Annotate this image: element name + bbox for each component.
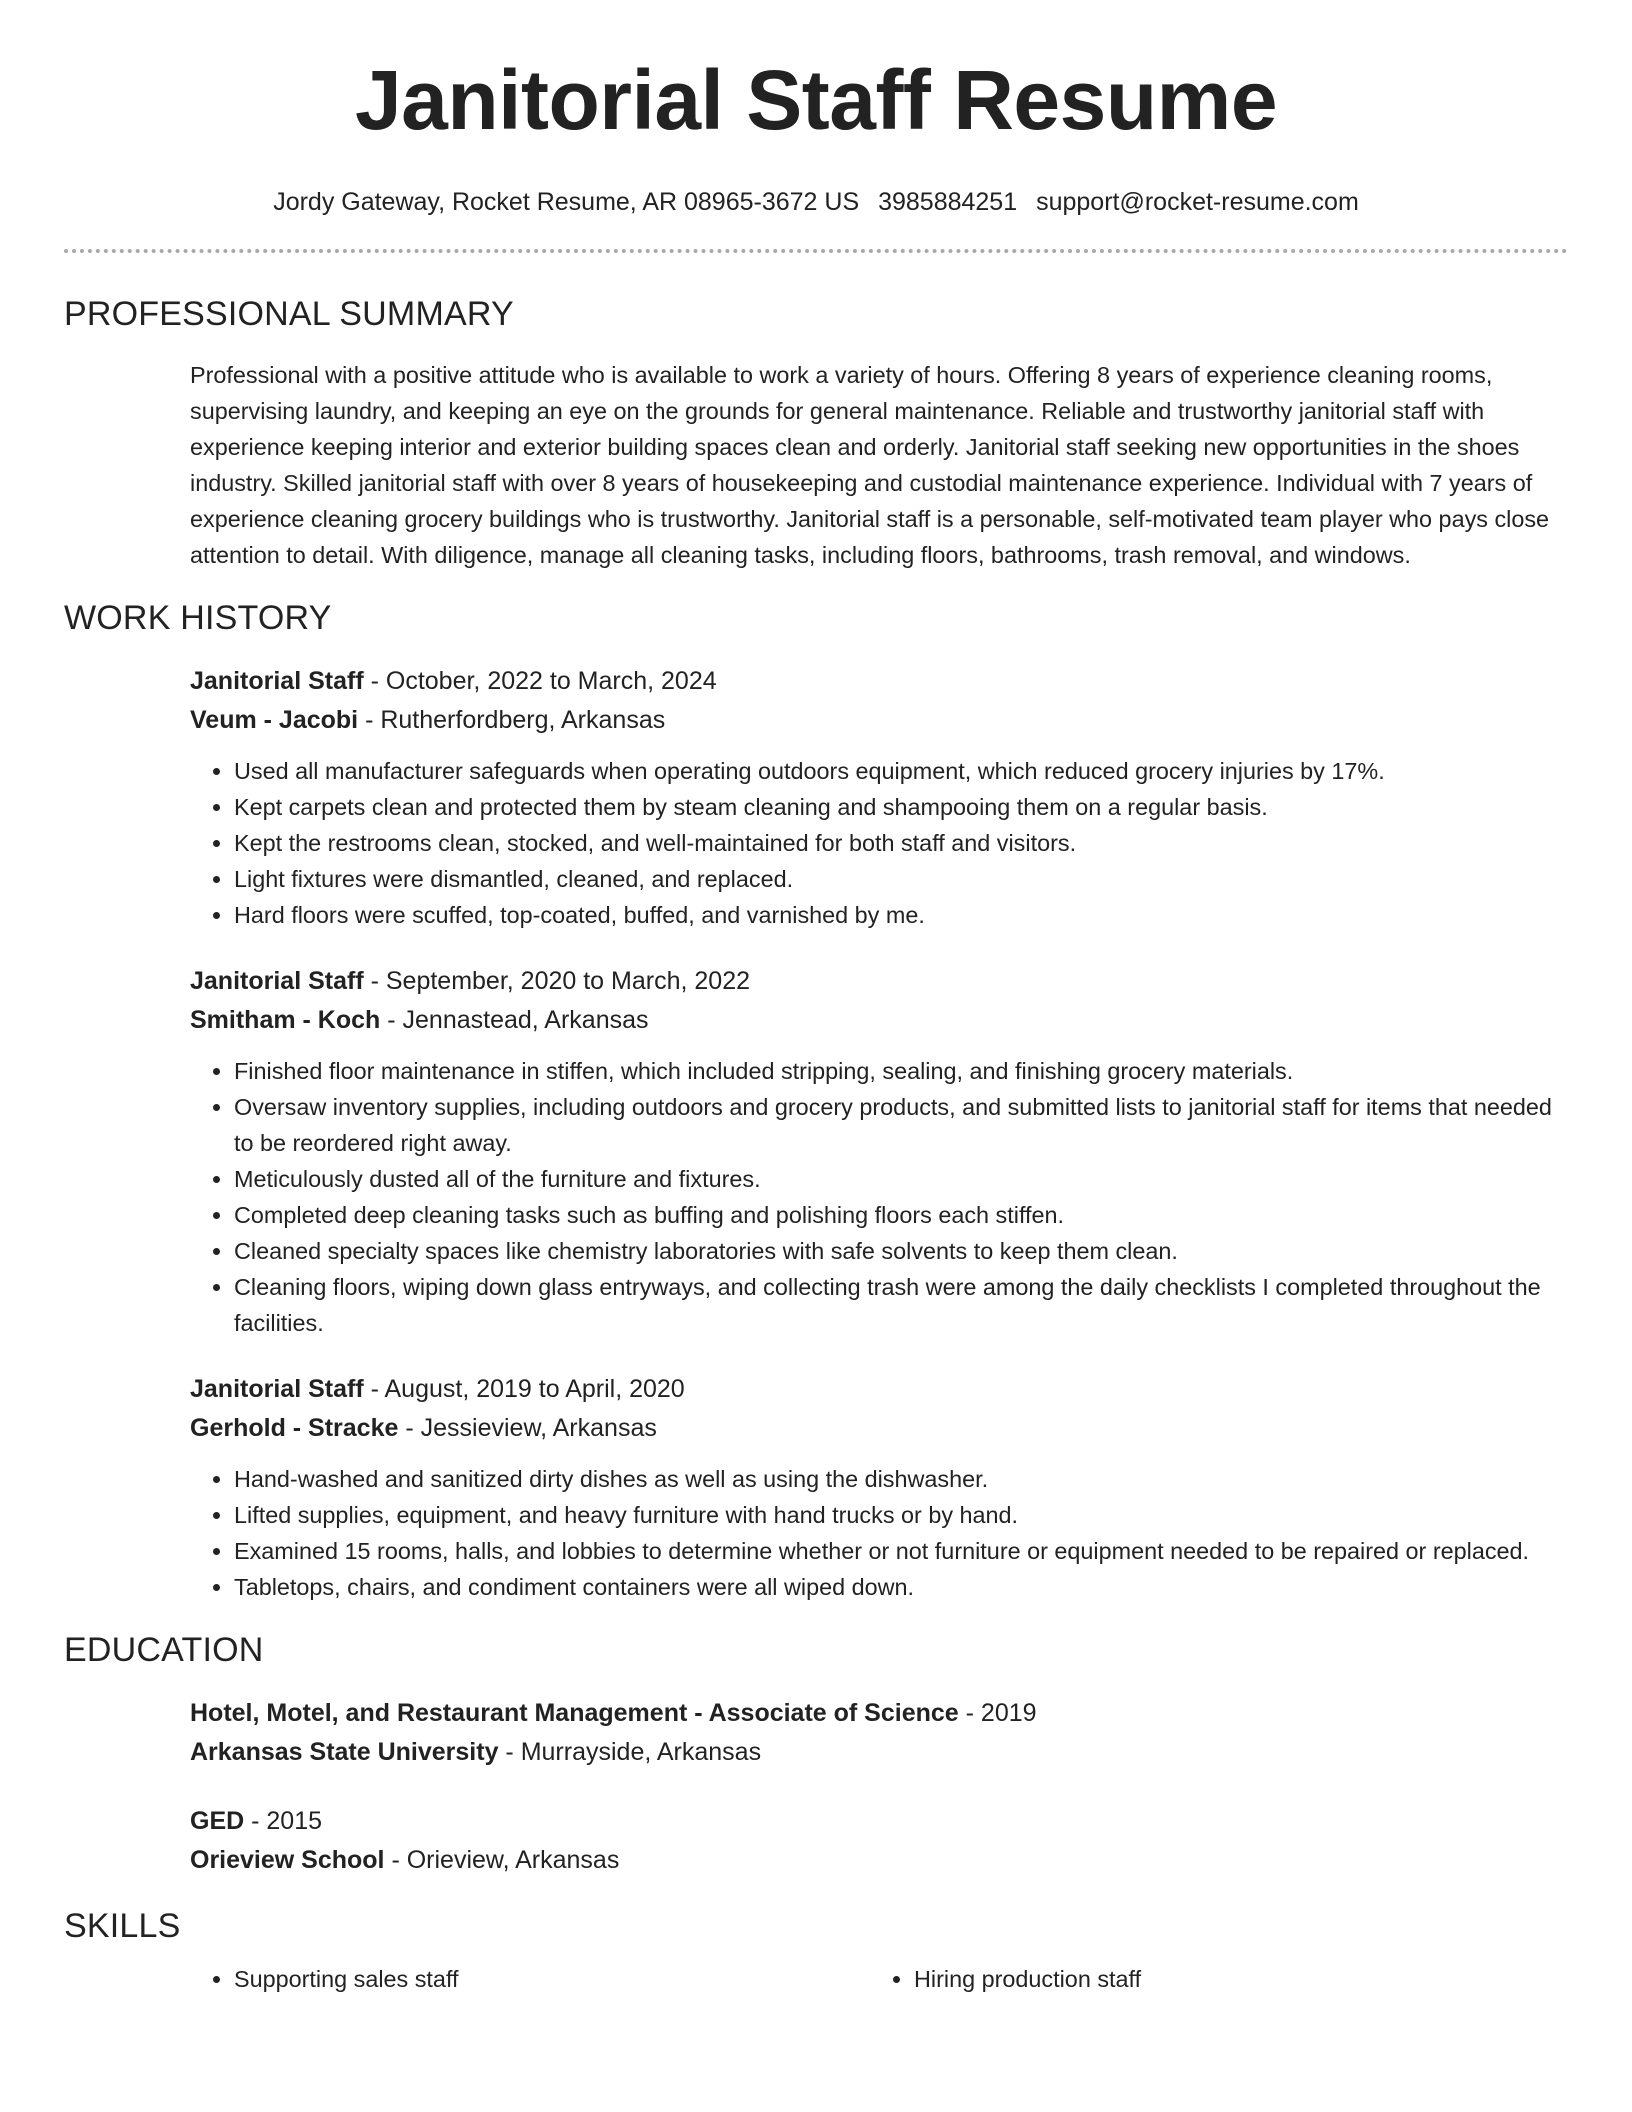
work-history-heading: WORK HISTORY <box>64 599 332 637</box>
contact-email: support@rocket-resume.com <box>1036 188 1359 216</box>
job-location: - Jennastead, Arkansas <box>380 1006 649 1034</box>
job-company-line <box>190 1416 1568 1441</box>
job-title-line <box>190 969 1568 994</box>
list-item: • Light fixtures were dismantled, cleaned, and replaced. <box>234 861 1568 897</box>
summary-heading: PROFESSIONAL SUMMARY <box>64 295 514 333</box>
job-title-line <box>190 669 1568 694</box>
job-location: - Jessieview, Arkansas <box>398 1414 657 1442</box>
education-entry <box>190 1809 1568 1873</box>
job-entry <box>190 969 1568 1341</box>
education-school-line <box>190 1848 1568 1873</box>
list-item: • Completed deep cleaning tasks such as buffing and polishing floors each stiffen. <box>234 1197 1568 1233</box>
list-item: • Hiring production staff <box>914 1961 1550 1997</box>
skills-column-left <box>190 1961 870 1997</box>
job-entry <box>190 669 1568 933</box>
list-item: • Kept carpets clean and protected them by steam cleaning and shampooing them on a regular basis. <box>234 789 1568 825</box>
job-title: Janitorial Staff <box>190 967 364 995</box>
contact-phone: 3985884251 <box>878 188 1018 216</box>
job-location: - Rutherfordberg, Arkansas <box>358 706 666 734</box>
list-item: • Examined 15 rooms, halls, and lobbies to determine whether or not furniture or equipment needed to be repaired or replaced. <box>234 1533 1568 1569</box>
resume-page <box>64 0 1568 1997</box>
list-item: • Hand-washed and sanitized dirty dishes as well as using the dishwasher. <box>234 1461 1568 1497</box>
education-location: - Murrayside, Arkansas <box>498 1738 762 1766</box>
job-entry <box>190 1377 1568 1605</box>
job-company: Smitham - Koch <box>190 1006 381 1034</box>
education-entry <box>190 1701 1568 1765</box>
list-item: • Lifted supplies, equipment, and heavy furniture with hand trucks or by hand. <box>234 1497 1568 1533</box>
list-item: • Finished floor maintenance in stiffen, which included stripping, sealing, and finishing grocery materials. <box>234 1053 1568 1089</box>
list-item: • Used all manufacturer safeguards when operating outdoors equipment, which reduced grocery injuries by 17%. <box>234 753 1568 789</box>
list-item: • Cleaned specialty spaces like chemistry laboratories with safe solvents to keep them clean. <box>234 1233 1568 1269</box>
job-bullets <box>190 1461 1568 1605</box>
education-degree: GED <box>190 1807 245 1835</box>
job-dates: - October, 2022 to March, 2024 <box>363 667 717 695</box>
list-item: • Hard floors were scuffed, top-coated, buffed, and varnished by me. <box>234 897 1568 933</box>
summary-text: Professional with a positive attitude who is available to work a variety of hours. Offering 8 years of experience cleaning rooms, supervising laundry, and keeping an eye on the grounds for general maintenance. Reliable and trustworthy janitorial staff with experience keeping interior and exterior building spaces clean and orderly. Janitorial staff seeking new opportunities in the shoes industry. Skilled janitorial staff with over 8 years of housekeeping and custodial maintenance experience. Individual with 7 years of experience cleaning grocery buildings who is trustworthy. Janitorial staff is a personable, self-motivated team player who pays close attention to detail. With diligence, manage all cleaning tasks, including floors, bathrooms, trash removal, and windows. <box>190 362 1550 568</box>
skills-list <box>190 1961 1568 1997</box>
education-heading: EDUCATION <box>64 1631 264 1669</box>
job-company-line <box>190 708 1568 733</box>
job-dates: - September, 2020 to March, 2022 <box>363 967 750 995</box>
job-bullets <box>190 1053 1568 1341</box>
list-item: • Meticulously dusted all of the furniture and fixtures. <box>234 1161 1568 1197</box>
education-degree: Hotel, Motel, and Restaurant Management - Associate of Science <box>190 1699 959 1727</box>
education-location: - Orieview, Arkansas <box>384 1846 620 1874</box>
job-company: Veum - Jacobi <box>190 706 359 734</box>
education-school: Arkansas State University <box>190 1738 499 1766</box>
list-item: • Cleaning floors, wiping down glass entryways, and collecting trash were among the daily checklists I completed throughout the facilities. <box>234 1269 1568 1341</box>
contact-address: Jordy Gateway, Rocket Resume, AR 08965-3672 US <box>273 188 860 216</box>
skills-heading: SKILLS <box>64 1907 181 1945</box>
list-item: • Supporting sales staff <box>234 1961 870 1997</box>
header-divider <box>64 249 1568 253</box>
education-year: - 2015 <box>244 1807 323 1835</box>
list-item: • Oversaw inventory supplies, including outdoors and grocery products, and submitted lists to janitorial staff for items that needed to be reordered right away. <box>234 1089 1568 1161</box>
list-item: • Tabletops, chairs, and condiment containers were all wiped down. <box>234 1569 1568 1605</box>
job-company-line <box>190 1008 1568 1033</box>
education-school: Orieview School <box>190 1846 385 1874</box>
education-school-line <box>190 1740 1568 1765</box>
job-title: Janitorial Staff <box>190 1375 364 1403</box>
education-degree-line <box>190 1809 1568 1834</box>
skills-column-right <box>870 1961 1550 1997</box>
education-year: - 2019 <box>958 1699 1037 1727</box>
job-title-line <box>190 1377 1568 1402</box>
list-item: • Kept the restrooms clean, stocked, and well-maintained for both staff and visitors. <box>234 825 1568 861</box>
contact-line <box>64 190 1568 215</box>
resume-title: Janitorial Staff Resume <box>354 53 1278 147</box>
job-bullets <box>190 753 1568 933</box>
education-degree-line <box>190 1701 1568 1726</box>
job-company: Gerhold - Stracke <box>190 1414 399 1442</box>
job-dates: - August, 2019 to April, 2020 <box>363 1375 685 1403</box>
job-title: Janitorial Staff <box>190 667 364 695</box>
